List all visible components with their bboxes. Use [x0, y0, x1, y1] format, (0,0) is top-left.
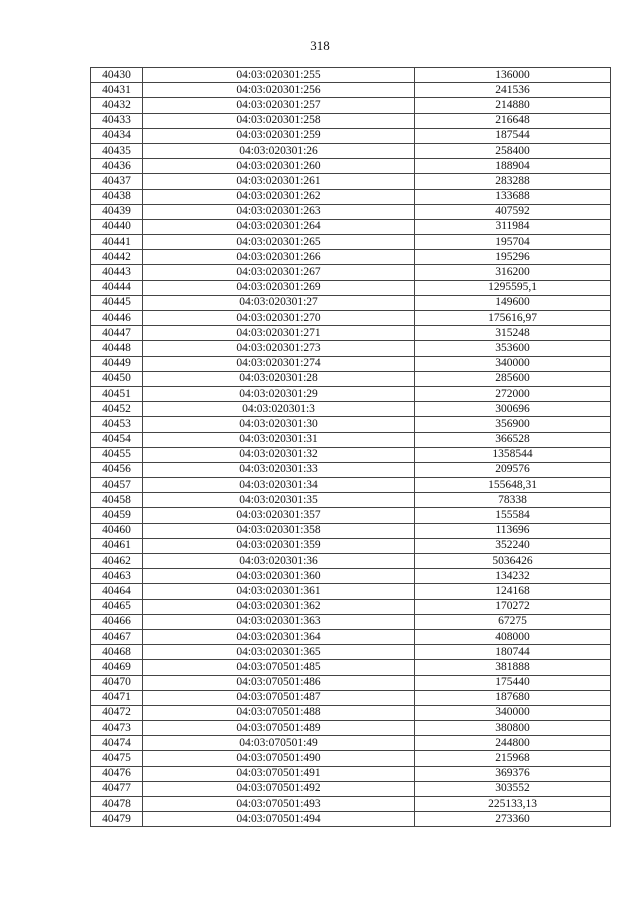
table-row	[91, 614, 611, 629]
row-number-cell: 40430	[91, 68, 143, 83]
row-number-cell: 40438	[91, 189, 143, 204]
row-number-cell: 40462	[91, 554, 143, 569]
cadastral-number-cell: 04:03:020301:273	[143, 341, 415, 356]
row-number-cell: 40433	[91, 113, 143, 128]
row-number-cell: 40474	[91, 736, 143, 751]
cadastral-number-cell: 04:03:070501:49	[143, 736, 415, 751]
cadastral-value-cell: 340000	[415, 705, 611, 720]
cadastral-number-cell: 04:03:020301:29	[143, 386, 415, 401]
table-row	[91, 781, 611, 796]
cadastral-number-cell: 04:03:020301:363	[143, 614, 415, 629]
cadastral-value-cell: 195704	[415, 235, 611, 250]
cadastral-value-cell: 209576	[415, 462, 611, 477]
cadastral-number-cell: 04:03:020301:261	[143, 174, 415, 189]
row-number-cell: 40450	[91, 371, 143, 386]
table-row	[91, 447, 611, 462]
row-number-cell: 40467	[91, 629, 143, 644]
row-number-cell: 40464	[91, 584, 143, 599]
table-row	[91, 554, 611, 569]
table-row	[91, 675, 611, 690]
cadastral-number-cell: 04:03:020301:27	[143, 295, 415, 310]
row-number-cell: 40439	[91, 204, 143, 219]
cadastral-value-cell: 315248	[415, 326, 611, 341]
row-number-cell: 40456	[91, 462, 143, 477]
cadastral-value-table	[90, 67, 611, 827]
row-number-cell: 40449	[91, 356, 143, 371]
cadastral-number-cell: 04:03:020301:264	[143, 219, 415, 234]
cadastral-number-cell: 04:03:020301:256	[143, 83, 415, 98]
cadastral-value-cell: 216648	[415, 113, 611, 128]
row-number-cell: 40434	[91, 128, 143, 143]
row-number-cell: 40437	[91, 174, 143, 189]
cadastral-number-cell: 04:03:070501:486	[143, 675, 415, 690]
row-number-cell: 40455	[91, 447, 143, 462]
cadastral-value-cell: 175440	[415, 675, 611, 690]
row-number-cell: 40457	[91, 478, 143, 493]
cadastral-value-cell: 214880	[415, 98, 611, 113]
cadastral-value-cell: 175616,97	[415, 311, 611, 326]
row-number-cell: 40472	[91, 705, 143, 720]
cadastral-value-cell: 195296	[415, 250, 611, 265]
cadastral-value-cell: 149600	[415, 295, 611, 310]
cadastral-value-cell: 311984	[415, 219, 611, 234]
cadastral-value-cell: 285600	[415, 371, 611, 386]
row-number-cell: 40432	[91, 98, 143, 113]
row-number-cell: 40469	[91, 660, 143, 675]
table-row	[91, 250, 611, 265]
cadastral-number-cell: 04:03:020301:31	[143, 432, 415, 447]
row-number-cell: 40475	[91, 751, 143, 766]
cadastral-value-cell: 113696	[415, 523, 611, 538]
table-body	[91, 68, 611, 827]
cadastral-value-cell: 78338	[415, 493, 611, 508]
cadastral-value-cell: 272000	[415, 386, 611, 401]
cadastral-number-cell: 04:03:020301:3	[143, 402, 415, 417]
table-row	[91, 523, 611, 538]
row-number-cell: 40444	[91, 280, 143, 295]
cadastral-value-cell: 303552	[415, 781, 611, 796]
cadastral-number-cell: 04:03:020301:359	[143, 538, 415, 553]
row-number-cell: 40436	[91, 159, 143, 174]
row-number-cell: 40443	[91, 265, 143, 280]
cadastral-value-cell: 170272	[415, 599, 611, 614]
row-number-cell: 40454	[91, 432, 143, 447]
cadastral-number-cell: 04:03:020301:34	[143, 478, 415, 493]
cadastral-value-cell: 241536	[415, 83, 611, 98]
table-row	[91, 219, 611, 234]
table-row	[91, 660, 611, 675]
cadastral-number-cell: 04:03:020301:357	[143, 508, 415, 523]
row-number-cell: 40479	[91, 812, 143, 827]
cadastral-value-cell: 340000	[415, 356, 611, 371]
table-row	[91, 204, 611, 219]
cadastral-number-cell: 04:03:020301:358	[143, 523, 415, 538]
cadastral-value-cell: 366528	[415, 432, 611, 447]
table-row	[91, 751, 611, 766]
row-number-cell: 40447	[91, 326, 143, 341]
table-row	[91, 493, 611, 508]
cadastral-value-cell: 5036426	[415, 554, 611, 569]
cadastral-value-cell: 352240	[415, 538, 611, 553]
page-number: 318	[310, 38, 330, 53]
cadastral-number-cell: 04:03:020301:266	[143, 250, 415, 265]
row-number-cell: 40468	[91, 645, 143, 660]
cadastral-number-cell: 04:03:020301:33	[143, 462, 415, 477]
cadastral-value-cell: 408000	[415, 629, 611, 644]
cadastral-value-cell: 67275	[415, 614, 611, 629]
cadastral-value-cell: 1295595,1	[415, 280, 611, 295]
row-number-cell: 40435	[91, 143, 143, 158]
cadastral-number-cell: 04:03:020301:361	[143, 584, 415, 599]
row-number-cell: 40440	[91, 219, 143, 234]
cadastral-value-cell: 215968	[415, 751, 611, 766]
cadastral-number-cell: 04:03:070501:487	[143, 690, 415, 705]
table-row	[91, 569, 611, 584]
cadastral-value-cell: 407592	[415, 204, 611, 219]
table-row	[91, 797, 611, 812]
table-row	[91, 812, 611, 827]
cadastral-number-cell: 04:03:070501:485	[143, 660, 415, 675]
cadastral-value-cell: 244800	[415, 736, 611, 751]
row-number-cell: 40452	[91, 402, 143, 417]
table-row	[91, 508, 611, 523]
table-row	[91, 690, 611, 705]
row-number-cell: 40445	[91, 295, 143, 310]
cadastral-value-cell: 356900	[415, 417, 611, 432]
row-number-cell: 40477	[91, 781, 143, 796]
cadastral-value-cell: 300696	[415, 402, 611, 417]
row-number-cell: 40446	[91, 311, 143, 326]
cadastral-number-cell: 04:03:020301:263	[143, 204, 415, 219]
table-row	[91, 326, 611, 341]
table-row	[91, 721, 611, 736]
cadastral-value-cell: 134232	[415, 569, 611, 584]
row-number-cell: 40466	[91, 614, 143, 629]
cadastral-value-cell: 124168	[415, 584, 611, 599]
cadastral-value-cell: 283288	[415, 174, 611, 189]
cadastral-value-cell: 353600	[415, 341, 611, 356]
table-row	[91, 356, 611, 371]
table-row	[91, 265, 611, 280]
cadastral-number-cell: 04:03:020301:262	[143, 189, 415, 204]
cadastral-number-cell: 04:03:070501:491	[143, 766, 415, 781]
row-number-cell: 40431	[91, 83, 143, 98]
cadastral-number-cell: 04:03:020301:271	[143, 326, 415, 341]
table-row	[91, 280, 611, 295]
table-row	[91, 128, 611, 143]
cadastral-value-cell: 258400	[415, 143, 611, 158]
cadastral-number-cell: 04:03:020301:270	[143, 311, 415, 326]
cadastral-value-cell: 155584	[415, 508, 611, 523]
cadastral-number-cell: 04:03:020301:28	[143, 371, 415, 386]
cadastral-number-cell: 04:03:020301:265	[143, 235, 415, 250]
cadastral-number-cell: 04:03:020301:30	[143, 417, 415, 432]
table-row	[91, 371, 611, 386]
cadastral-number-cell: 04:03:020301:36	[143, 554, 415, 569]
table-row	[91, 386, 611, 401]
row-number-cell: 40471	[91, 690, 143, 705]
cadastral-value-cell: 369376	[415, 766, 611, 781]
table-row	[91, 462, 611, 477]
cadastral-number-cell: 04:03:020301:259	[143, 128, 415, 143]
cadastral-number-cell: 04:03:070501:490	[143, 751, 415, 766]
table-row	[91, 295, 611, 310]
cadastral-number-cell: 04:03:020301:365	[143, 645, 415, 660]
cadastral-number-cell: 04:03:020301:362	[143, 599, 415, 614]
table-row	[91, 235, 611, 250]
cadastral-number-cell: 04:03:070501:493	[143, 797, 415, 812]
row-number-cell: 40459	[91, 508, 143, 523]
row-number-cell: 40476	[91, 766, 143, 781]
cadastral-value-cell: 380800	[415, 721, 611, 736]
cadastral-value-cell: 316200	[415, 265, 611, 280]
row-number-cell: 40465	[91, 599, 143, 614]
cadastral-value-cell: 133688	[415, 189, 611, 204]
cadastral-value-cell: 187680	[415, 690, 611, 705]
table-row	[91, 143, 611, 158]
cadastral-number-cell: 04:03:070501:488	[143, 705, 415, 720]
cadastral-number-cell: 04:03:020301:260	[143, 159, 415, 174]
table-row	[91, 417, 611, 432]
table-row	[91, 98, 611, 113]
row-number-cell: 40463	[91, 569, 143, 584]
cadastral-number-cell: 04:03:070501:494	[143, 812, 415, 827]
row-number-cell: 40442	[91, 250, 143, 265]
table-row	[91, 83, 611, 98]
cadastral-number-cell: 04:03:070501:489	[143, 721, 415, 736]
cadastral-number-cell: 04:03:020301:32	[143, 447, 415, 462]
cadastral-value-cell: 1358544	[415, 447, 611, 462]
table-row	[91, 538, 611, 553]
row-number-cell: 40478	[91, 797, 143, 812]
table-row	[91, 113, 611, 128]
table-row	[91, 432, 611, 447]
table-row	[91, 584, 611, 599]
row-number-cell: 40451	[91, 386, 143, 401]
table-row	[91, 68, 611, 83]
row-number-cell: 40473	[91, 721, 143, 736]
table-row	[91, 402, 611, 417]
cadastral-value-cell: 225133,13	[415, 797, 611, 812]
table-row	[91, 189, 611, 204]
table-row	[91, 629, 611, 644]
cadastral-value-cell: 381888	[415, 660, 611, 675]
table-row	[91, 599, 611, 614]
table-row	[91, 645, 611, 660]
row-number-cell: 40460	[91, 523, 143, 538]
cadastral-number-cell: 04:03:020301:267	[143, 265, 415, 280]
table-row	[91, 766, 611, 781]
cadastral-value-cell: 180744	[415, 645, 611, 660]
table-row	[91, 478, 611, 493]
row-number-cell: 40453	[91, 417, 143, 432]
cadastral-number-cell: 04:03:020301:35	[143, 493, 415, 508]
cadastral-number-cell: 04:03:020301:274	[143, 356, 415, 371]
cadastral-value-cell: 155648,31	[415, 478, 611, 493]
table-row	[91, 341, 611, 356]
row-number-cell: 40470	[91, 675, 143, 690]
row-number-cell: 40448	[91, 341, 143, 356]
table-row	[91, 159, 611, 174]
table-row	[91, 311, 611, 326]
table-row	[91, 705, 611, 720]
row-number-cell: 40441	[91, 235, 143, 250]
table-row	[91, 174, 611, 189]
cadastral-number-cell: 04:03:020301:257	[143, 98, 415, 113]
cadastral-number-cell: 04:03:020301:360	[143, 569, 415, 584]
cadastral-number-cell: 04:03:020301:255	[143, 68, 415, 83]
cadastral-number-cell: 04:03:070501:492	[143, 781, 415, 796]
row-number-cell: 40461	[91, 538, 143, 553]
cadastral-value-cell: 187544	[415, 128, 611, 143]
cadastral-value-cell: 273360	[415, 812, 611, 827]
table-row	[91, 736, 611, 751]
cadastral-number-cell: 04:03:020301:258	[143, 113, 415, 128]
cadastral-value-cell: 188904	[415, 159, 611, 174]
cadastral-number-cell: 04:03:020301:26	[143, 143, 415, 158]
cadastral-value-cell: 136000	[415, 68, 611, 83]
row-number-cell: 40458	[91, 493, 143, 508]
cadastral-number-cell: 04:03:020301:364	[143, 629, 415, 644]
cadastral-number-cell: 04:03:020301:269	[143, 280, 415, 295]
